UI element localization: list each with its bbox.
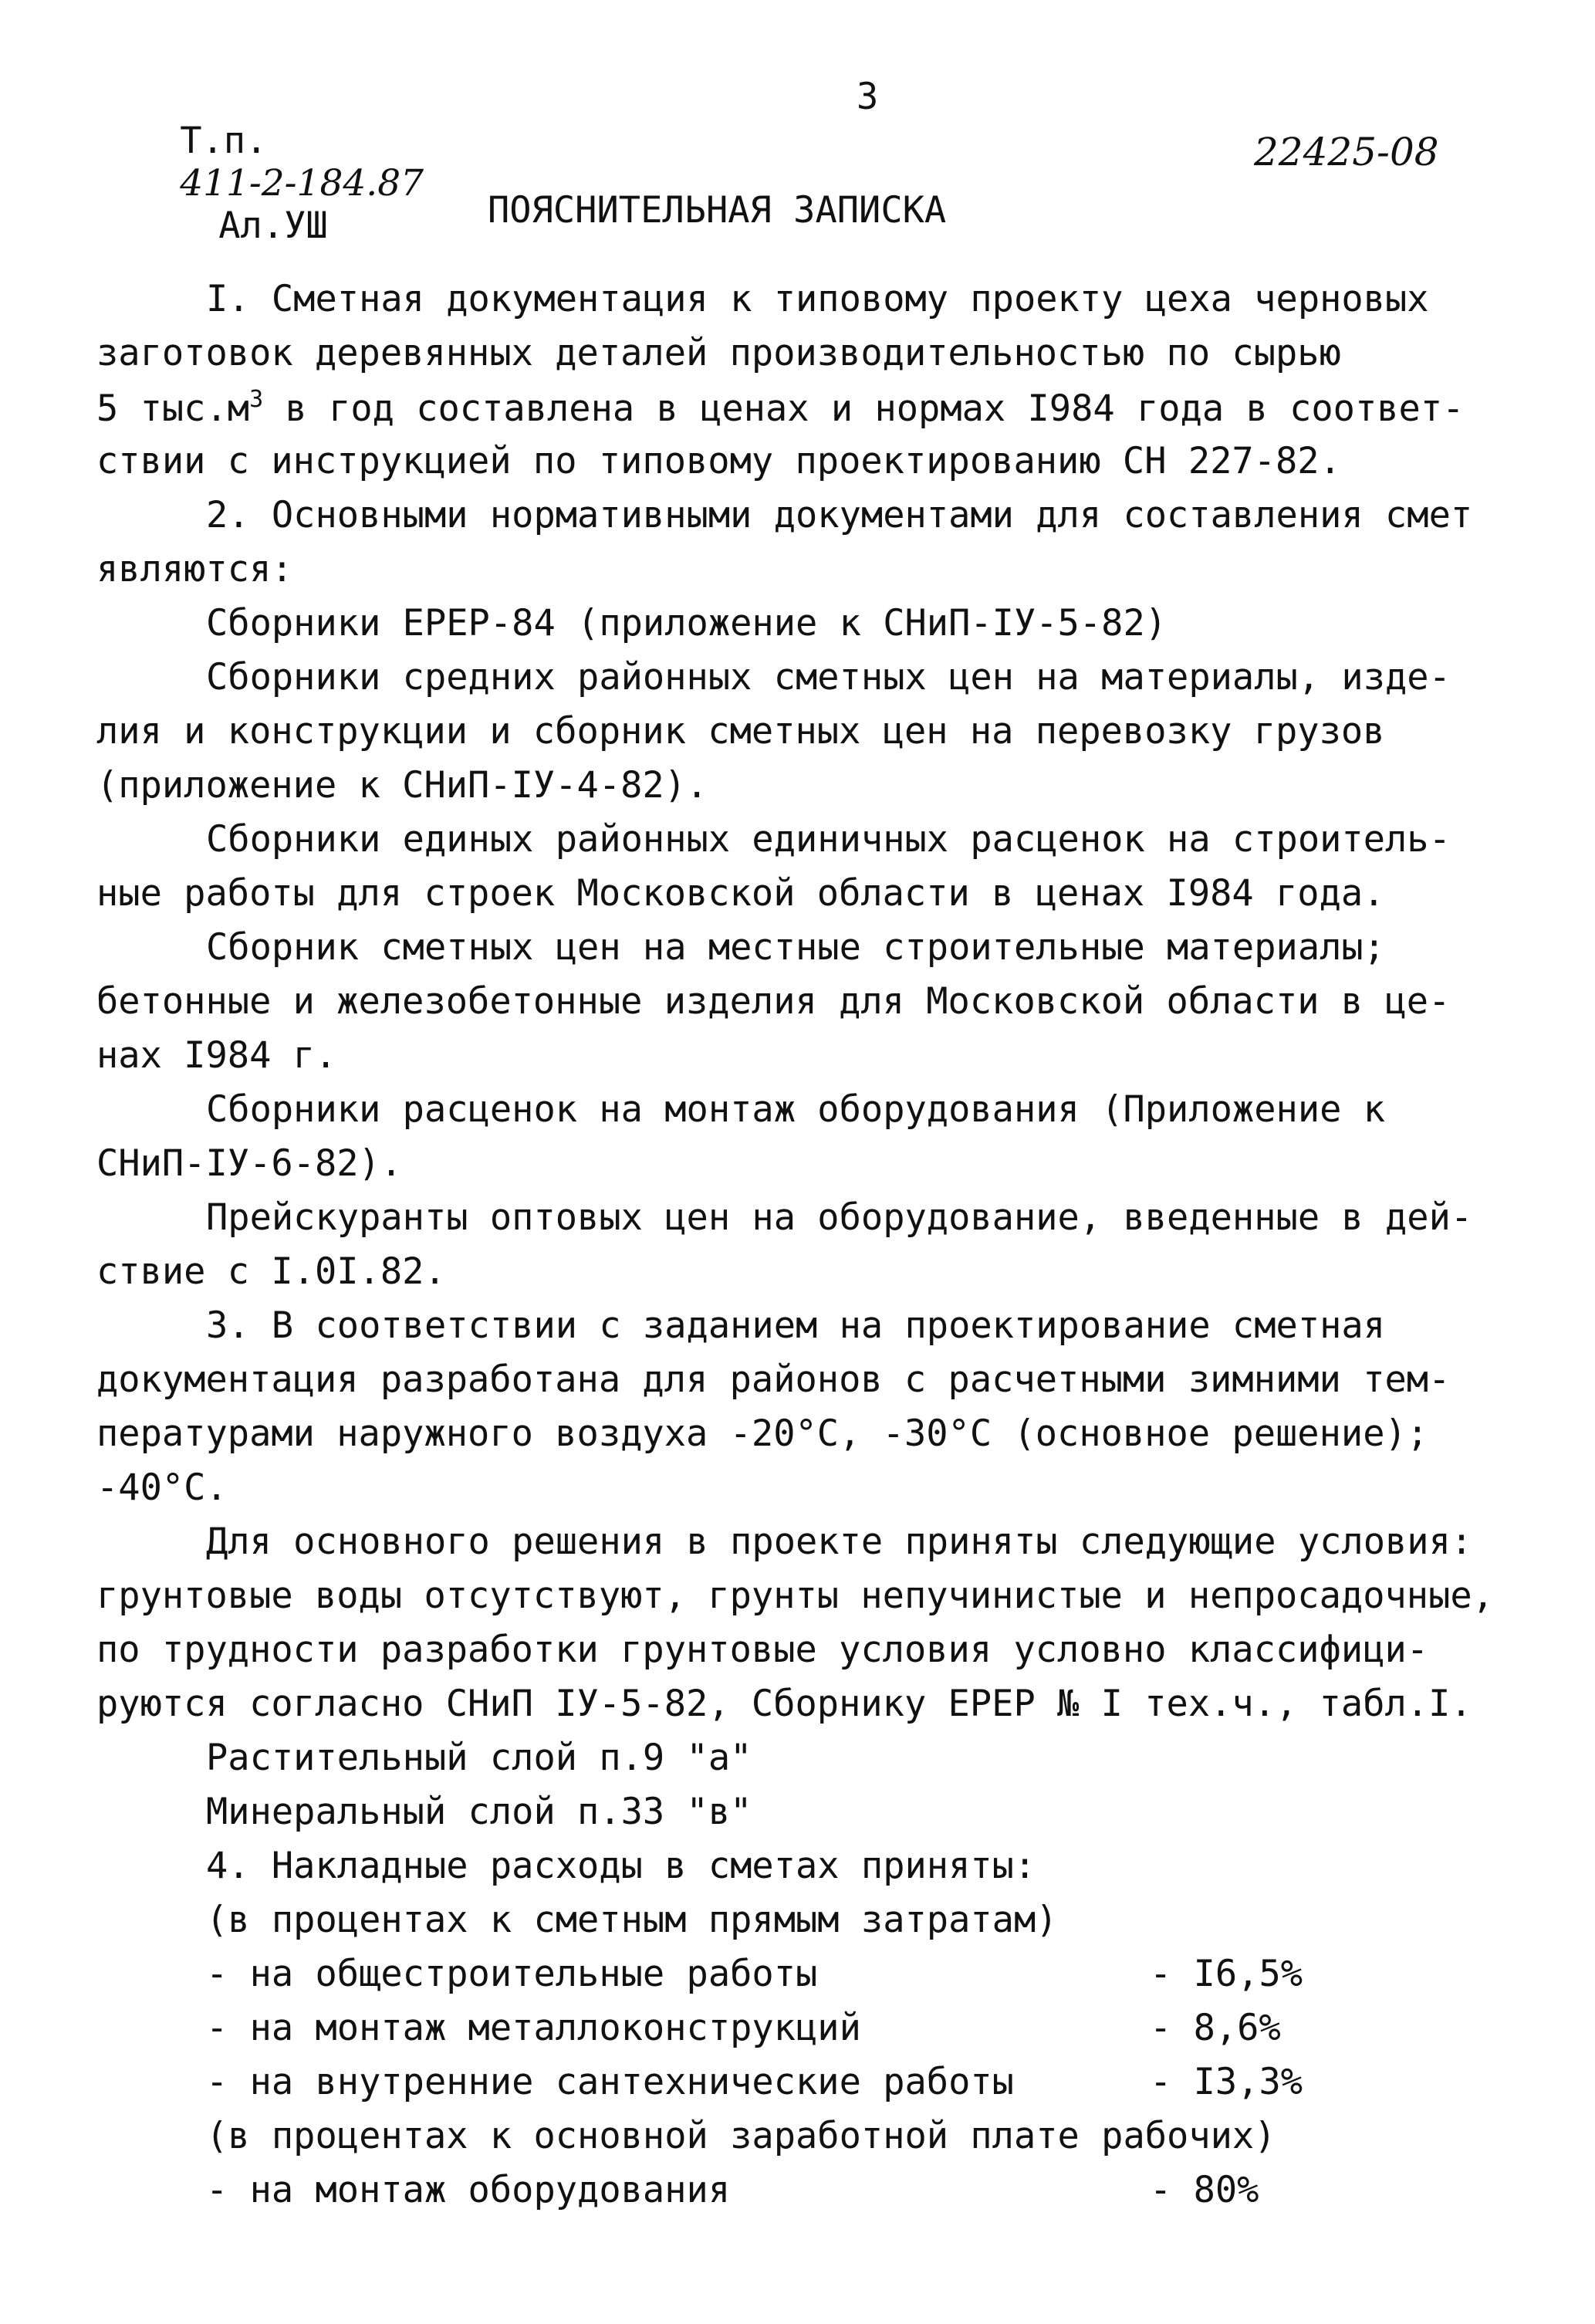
s1-line-3a: 5 тыс.м	[96, 387, 250, 430]
s2-line-11: нах I984 г.	[96, 1034, 337, 1077]
s3-line-9: Растительный слой п.9 "а"	[206, 1737, 752, 1779]
s2-line-4: Сборники средних районных сметных цен на материалы, изде-	[206, 656, 1451, 699]
s4-line-1: 4. Накладные расходы в сметах приняты:	[206, 1845, 1036, 1887]
s2-line-9: Сборник сметных цен на местные строительные материалы;	[206, 926, 1386, 969]
s3-line-2: документация разработана для районов с расчетными зимними тем-	[96, 1358, 1451, 1401]
s3-line-7: по трудности разработки грунтовые условия условно классифици-	[96, 1629, 1429, 1671]
s2-line-13: СНиП-IУ-6-82).	[96, 1142, 403, 1185]
page-number: 3	[857, 76, 879, 118]
s2-line-14: Прейскуранты оптовых цен на оборудование, введенные в дей-	[206, 1196, 1473, 1239]
s2-line-10: бетонные и железобетонные изделия для Московской области в це-	[96, 980, 1451, 1023]
overhead-item-value: - 8,6%	[1150, 2007, 1281, 2049]
s2-line-2: являются:	[96, 548, 293, 590]
overhead-item-label: - на общестроительные работы	[206, 1953, 818, 1995]
s3-line-3: пературами наружного воздуха -20°С, -30°С (основное решение);	[96, 1412, 1429, 1455]
overhead-item-label: - на внутренние сантехнические работы	[206, 2061, 1014, 2103]
s1-line-3	[96, 386, 1464, 430]
overhead-item-label: - на монтаж металлоконструкций	[206, 2007, 861, 2049]
s2-line-8: ные работы для строек Московской области в ценах I984 года.	[96, 872, 1385, 915]
s4-line-2: (в процентах к сметным прямым затратам)	[206, 1899, 1058, 1941]
overhead-item-value: - I3,3%	[1150, 2061, 1303, 2103]
s3-line-5: Для основного решения в проекте приняты следующие условия:	[206, 1521, 1473, 1563]
s1-line-3b: в год составлена в ценах и нормах I984 года в соответ-	[263, 387, 1465, 430]
overhead-item-label: - на монтаж оборудования	[206, 2169, 731, 2211]
tp-number-handwritten: 411-2-184.87	[180, 162, 424, 205]
s2-line-3: Сборники ЕРЕР-84 (приложение к СНиП-IУ-5-82)	[206, 602, 1168, 644]
s2-line-12: Сборники расценок на монтаж оборудования (Приложение к	[206, 1088, 1386, 1131]
s3-line-8: руются согласно СНиП IУ-5-82, Сборнику ЕРЕР № I тех.ч., табл.I.	[96, 1683, 1472, 1725]
s2-line-15: ствие с I.0I.82.	[96, 1250, 446, 1293]
s1-line-4: ствии с инструкцией по типовому проектированию СН 227-82.	[96, 440, 1341, 482]
s1-line-3-sup: 3	[249, 386, 264, 413]
s2-line-1: 2. Основными нормативными документами для составления смет	[206, 494, 1473, 536]
tp-prefix: Т.п.	[180, 120, 268, 162]
page-title: ПОЯСНИТЕЛЬНАЯ ЗАПИСКА	[488, 189, 947, 232]
s4-line-3: (в процентах к основной заработной плате рабочих)	[206, 2115, 1276, 2157]
s1-line-2: заготовок деревянных деталей производительностью по сырью	[96, 332, 1341, 374]
s2-line-5: лия и конструкции и сборник сметных цен на перевозку грузов	[96, 710, 1385, 753]
overhead-item-value: - I6,5%	[1150, 1953, 1303, 1995]
doc-number-handwritten: 22425-08	[1254, 130, 1439, 174]
s2-line-6: (приложение к СНиП-IУ-4-82).	[96, 764, 708, 807]
s1-line-1: I. Сметная документация к типовому проекту цеха черновых	[206, 278, 1429, 320]
s2-line-7: Сборники единых районных единичных расценок на строитель-	[206, 818, 1451, 861]
header-line	[93, 77, 424, 289]
s3-line-4: -40°С.	[96, 1466, 228, 1509]
s3-line-6: грунтовые воды отсутствуют, грунты непучинистые и непросадочные,	[96, 1575, 1494, 1617]
s3-line-1: 3. В соответствии с заданием на проектирование сметная	[206, 1304, 1386, 1347]
s3-line-10: Минеральный слой п.33 "в"	[206, 1791, 752, 1833]
album-label: Ал.УШ	[218, 205, 328, 247]
overhead-item-value: - 80%	[1150, 2169, 1259, 2211]
